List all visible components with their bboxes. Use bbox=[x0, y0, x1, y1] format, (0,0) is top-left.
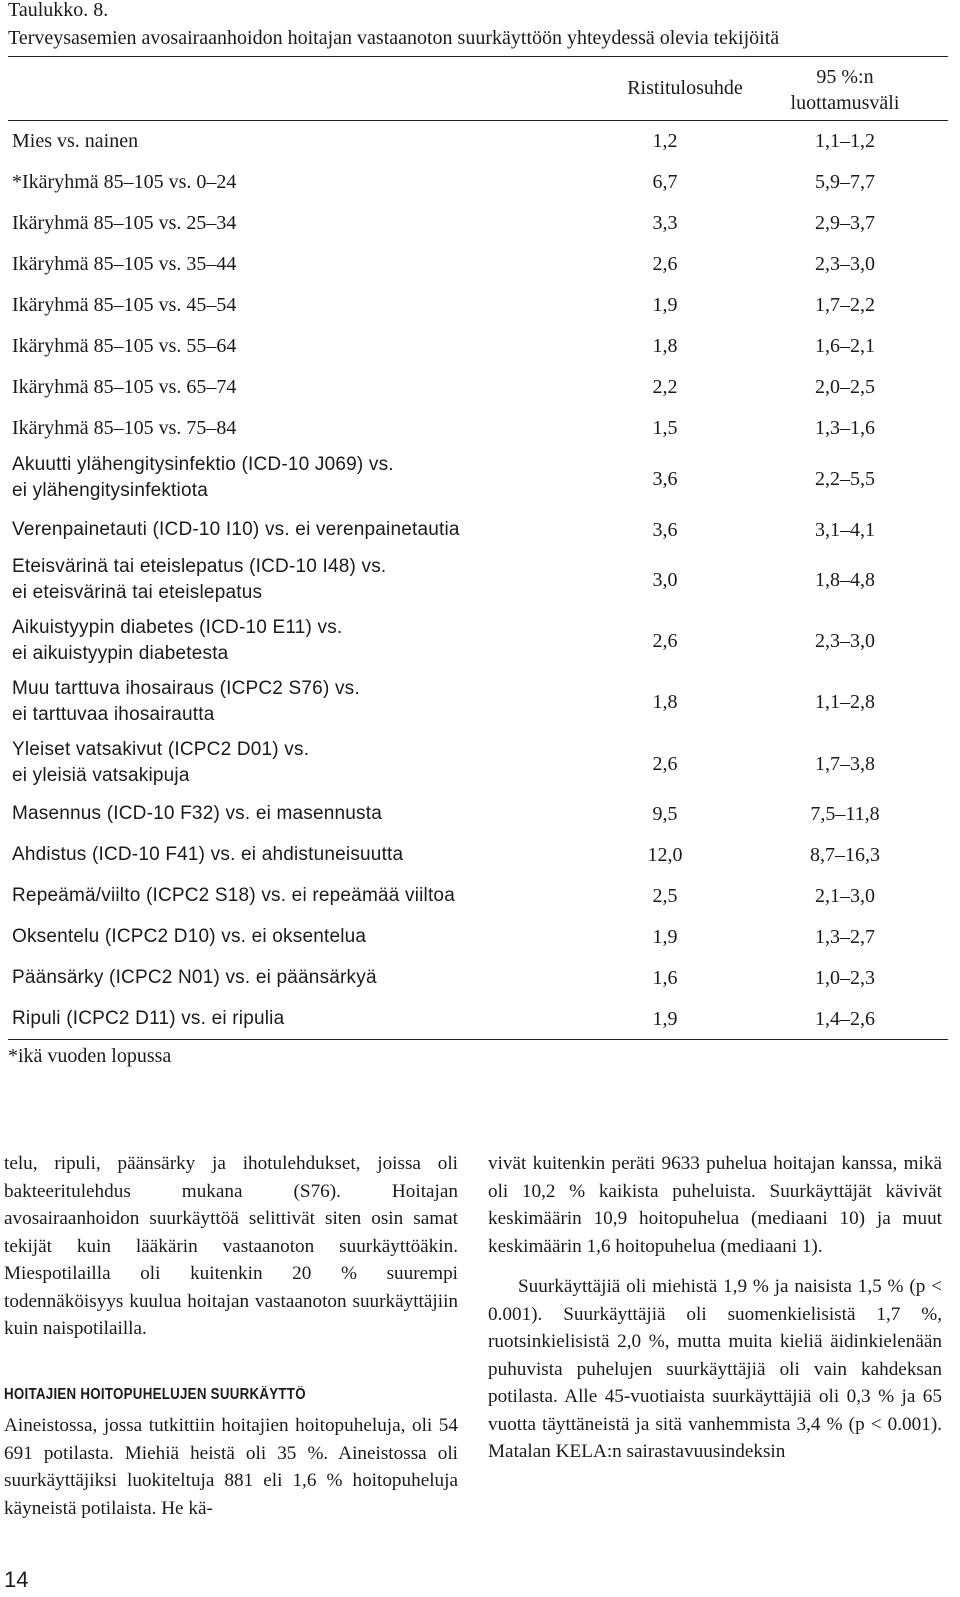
row-label-line2: ei tarttuvaa ihosairautta bbox=[12, 704, 215, 725]
row-label: Mies vs. nainen bbox=[12, 130, 139, 152]
odds-ratio-cell: 3,3 bbox=[652, 212, 678, 234]
odds-ratio-cell: 2,6 bbox=[652, 253, 678, 275]
odds-ratio-cell: 2,6 bbox=[652, 630, 678, 652]
ci-cell: 1,6–2,1 bbox=[815, 335, 875, 357]
row-label-line1: Muu tarttuva ihosairaus (ICPC2 S76) vs. bbox=[12, 678, 360, 699]
ci-cell: 2,2–5,5 bbox=[815, 468, 875, 490]
ci-cell: 1,3–2,7 bbox=[815, 926, 875, 948]
ci-cell: 1,1–2,8 bbox=[815, 691, 875, 713]
ci-cell: 1,0–2,3 bbox=[815, 967, 875, 989]
ci-cell: 2,9–3,7 bbox=[815, 212, 875, 234]
row-label: Ikäryhmä 85–105 vs. 65–74 bbox=[12, 376, 237, 398]
ci-cell: 3,1–4,1 bbox=[815, 519, 875, 541]
odds-ratio-cell: 2,2 bbox=[652, 376, 678, 398]
row-label: Päänsärky (ICPC2 N01) vs. ei päänsärkyä bbox=[12, 967, 377, 988]
row-label-line2: ei eteisvärinä tai eteislepatus bbox=[12, 582, 263, 603]
ci-header-line1: 95 %:n bbox=[816, 66, 874, 88]
column-header-odds-ratio: Ristitulosuhde bbox=[627, 77, 743, 99]
odds-ratio-cell: 12,0 bbox=[647, 844, 683, 866]
row-label: *Ikäryhmä 85–105 vs. 0–24 bbox=[12, 171, 237, 193]
table-caption: Terveysasemien avosairaanhoidon hoitajan vastaanoton suurkäyttöön yhteydessä olevia tekijöitä bbox=[8, 27, 780, 49]
ci-cell: 2,0–2,5 bbox=[815, 376, 875, 398]
column-header-confidence-interval bbox=[770, 64, 920, 116]
right-paragraph-2: Suurkäyttäjiä oli miehistä 1,9 % ja naisista 1,5 % (p < 0.001). Suurkäyttäjiä oli suomenkielisistä 1,7 %, ruotsinkielisistä 2,0 %, mutta muita kieliä äidinkielenään puhuvista puhelujen suurkäyttäjiä oli vain kahdeksan potilasta. Alle 45-vuotiaista suurkäyttäjiä oli 0,3 % ja 65 vuotta täyttäneistä ja sitä vanhemmista 3,4 % (p < 0.001). Matalan KELA:n sairastavuusindeksin bbox=[488, 1276, 942, 1462]
ci-cell: 1,1–1,2 bbox=[815, 130, 875, 152]
ci-cell: 1,8–4,8 bbox=[815, 569, 875, 591]
row-label: Ahdistus (ICD-10 F41) vs. ei ahdistuneisuutta bbox=[12, 844, 404, 865]
ci-cell: 1,7–3,8 bbox=[815, 753, 875, 775]
ci-cell: 1,4–2,6 bbox=[815, 1008, 875, 1030]
odds-ratio-cell: 1,5 bbox=[652, 417, 678, 439]
odds-ratio-cell: 3,6 bbox=[652, 468, 678, 490]
row-label-line2: ei ylähengitysinfektiota bbox=[12, 480, 208, 501]
odds-ratio-cell: 3,0 bbox=[652, 569, 678, 591]
row-label: Ikäryhmä 85–105 vs. 25–34 bbox=[12, 212, 237, 234]
row-label: Ikäryhmä 85–105 vs. 75–84 bbox=[12, 417, 237, 439]
ci-cell: 1,3–1,6 bbox=[815, 417, 875, 439]
row-label-line1: Aikuistyypin diabetes (ICD-10 E11) vs. bbox=[12, 617, 343, 638]
row-label: Ikäryhmä 85–105 vs. 35–44 bbox=[12, 253, 237, 275]
row-label: Verenpainetauti (ICD-10 I10) vs. ei verenpainetautia bbox=[12, 519, 460, 540]
ci-cell: 5,9–7,7 bbox=[815, 171, 875, 193]
odds-ratio-cell: 9,5 bbox=[652, 803, 678, 825]
ci-cell: 7,5–11,8 bbox=[810, 803, 880, 825]
ci-cell: 2,1–3,0 bbox=[815, 885, 875, 907]
row-label-line1: Yleiset vatsakivut (ICPC2 D01) vs. bbox=[12, 739, 310, 760]
odds-ratio-cell: 1,8 bbox=[652, 691, 678, 713]
row-label: Ripuli (ICPC2 D11) vs. ei ripulia bbox=[12, 1008, 285, 1029]
row-label-line2: ei aikuistyypin diabetesta bbox=[12, 643, 229, 664]
table-footnote: *ikä vuoden lopussa bbox=[8, 1045, 172, 1067]
left-paragraph-1: telu, ripuli, päänsärky ja ihotulehdukset, joissa oli bakteeritulehdus mukana (S76). Hoitajan avosairaanhoidon suurkäyttöä selittivät siten osin samat tekijät kuin lääkärin vastaanoton suurkäyttöäkin. Miespotilailla oli kuitenkin 20 % suurempi todennäköisyys kuulua hoitajan vastaanoton suurkäyttäjiin kuin naispotilailla. bbox=[4, 1153, 458, 1339]
odds-ratio-cell: 6,7 bbox=[652, 171, 678, 193]
odds-ratio-cell: 3,6 bbox=[652, 519, 678, 541]
ci-cell: 2,3–3,0 bbox=[815, 630, 875, 652]
body-column-left bbox=[4, 1150, 458, 1522]
left-paragraph-2: Aineistossa, jossa tutkittiin hoitajien hoitopuheluja, oli 54 691 potilasta. Miehiä heistä oli 35 %. Aineistossa oli suurkäyttäjiksi luokiteltuja 881 eli 1,6 % hoitopuheluja käyneistä potilaista. He kä- bbox=[4, 1415, 458, 1519]
ci-cell: 2,3–3,0 bbox=[815, 253, 875, 275]
table-top-rule bbox=[8, 56, 948, 57]
table-label: Taulukko. 8. bbox=[8, 0, 109, 21]
row-label: Ikäryhmä 85–105 vs. 45–54 bbox=[12, 294, 237, 316]
page-number: 14 bbox=[4, 1567, 29, 1592]
row-label-line1: Eteisvärinä tai eteislepatus (ICD-10 I48) vs. bbox=[12, 556, 387, 577]
ci-header-line2: luottamusväli bbox=[790, 92, 900, 114]
odds-ratio-cell: 1,9 bbox=[652, 1008, 678, 1030]
odds-ratio-cell: 1,6 bbox=[652, 967, 678, 989]
body-column-right bbox=[488, 1150, 942, 1466]
odds-ratio-cell: 1,8 bbox=[652, 335, 678, 357]
row-label: Masennus (ICD-10 F32) vs. ei masennusta bbox=[12, 803, 383, 824]
odds-ratio-cell: 2,6 bbox=[652, 753, 678, 775]
table-header-rule bbox=[8, 120, 948, 121]
table-bottom-rule bbox=[8, 1039, 948, 1040]
ci-cell: 1,7–2,2 bbox=[815, 294, 875, 316]
odds-ratio-cell: 1,2 bbox=[652, 130, 678, 152]
row-label: Oksentelu (ICPC2 D10) vs. ei oksentelua bbox=[12, 926, 367, 947]
odds-ratio-cell: 1,9 bbox=[652, 926, 678, 948]
row-label-line1: Akuutti ylähengitysinfektio (ICD-10 J069) vs. bbox=[12, 454, 394, 475]
row-label: Repeämä/viilto (ICPC2 S18) vs. ei repeämää viiltoa bbox=[12, 885, 455, 906]
odds-ratio-cell: 1,9 bbox=[652, 294, 678, 316]
right-paragraph-1: vivät kuitenkin peräti 9633 puhelua hoitajan kanssa, mikä oli 10,2 % kaikista puheluista. Suurkäyttäjät kävivät keskimäärin 10,9 hoitopuhelua (mediaani 10) ja muut keskimäärin 1,6 hoitopuhelua (mediaani 1). bbox=[488, 1153, 942, 1257]
row-label: Ikäryhmä 85–105 vs. 55–64 bbox=[12, 335, 237, 357]
section-heading: HOITAJIEN HOITOPUHELUJEN SUURKÄYTTÖ bbox=[4, 1385, 306, 1403]
ci-cell: 8,7–16,3 bbox=[810, 844, 880, 866]
row-label-line2: ei yleisiä vatsakipuja bbox=[12, 765, 190, 786]
odds-ratio-cell: 2,5 bbox=[652, 885, 678, 907]
